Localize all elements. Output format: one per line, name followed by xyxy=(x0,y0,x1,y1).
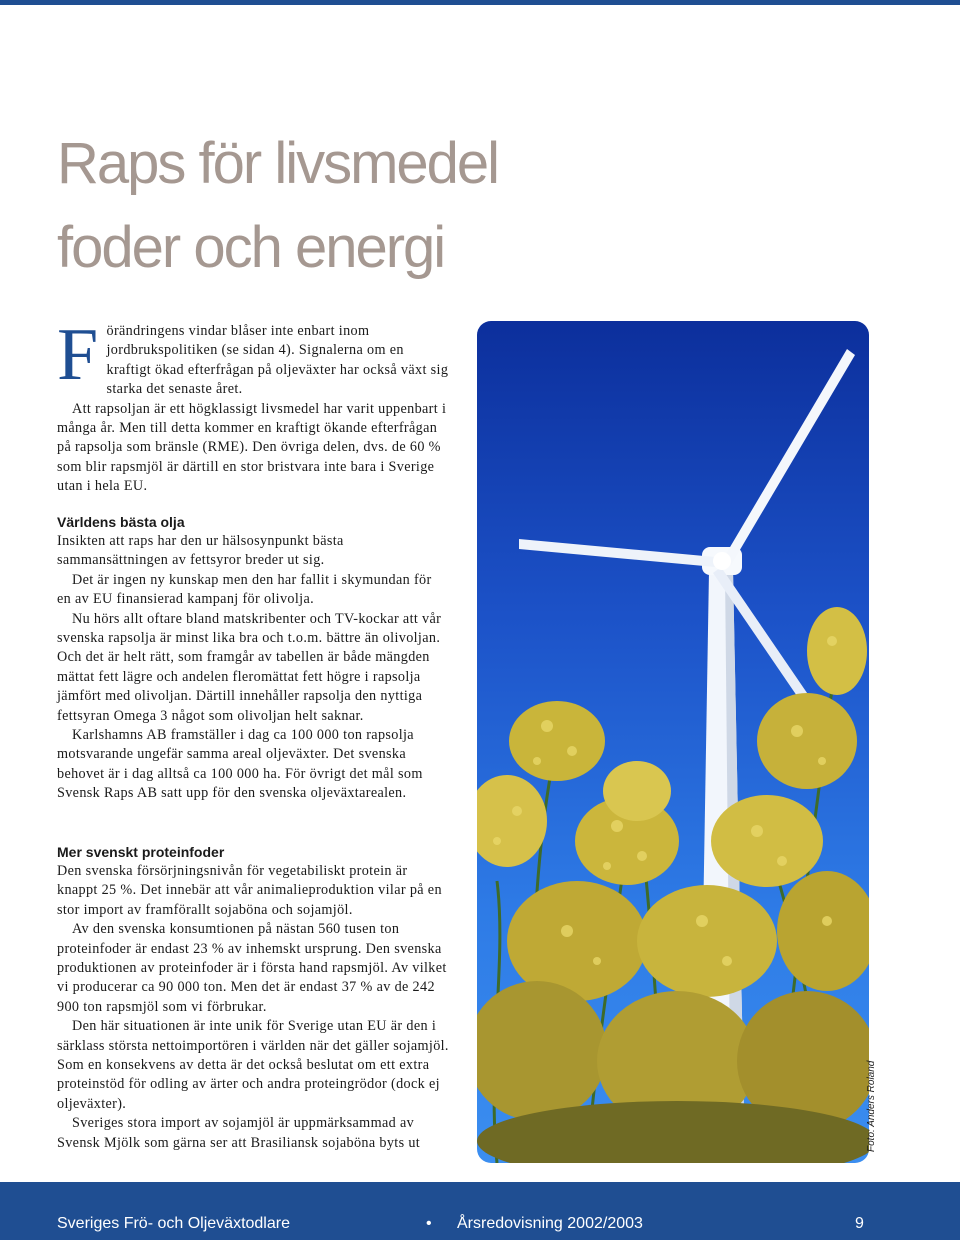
intro-paragraph-1: örändringens vindar blåser inte enbart inom jordbrukspolitiken (se sidan 4). Signalerna om en kraftigt ökad efterfrågan på oljeväxter har också växt sig starka det senaste året. xyxy=(106,323,449,398)
section-best-oil-paragraph-2: Det är ingen ny kunskap men den har fallit i skymundan för en av EU finansierad kampanj för olivolja. xyxy=(57,571,432,608)
section-best-oil-paragraph-3: Nu hörs allt oftare bland matskribenter och TV-kockar att vår svenska rapsolja är minst lika bra och t.o.m. bättre än olivoljan. Och det är helt rätt, som framgår av tabellen är både mängden mättat fett lägre och andelen fleromättat fett högre i rapsolja jämfört med olivoljan. Därtill innehåller rapsolja den nyttiga fettsyran Omega 3 något som olivoljan helt saknar. xyxy=(57,610,442,724)
section-protein-feed-paragraph-4: Sveriges stora import av sojamjöl är uppmärksammad av Svensk Mjölk som gärna ser att Brasiliansk sojaböna byts ut xyxy=(57,1115,421,1151)
section-protein-feed-heading: Mer svenskt proteinfoder xyxy=(57,844,225,860)
turbine-blade-left xyxy=(519,539,715,567)
page-number: 9 xyxy=(855,1215,864,1232)
page-footer xyxy=(0,1182,960,1240)
section-protein-feed xyxy=(57,842,449,1153)
section-best-oil-paragraph-4: Karlshamns AB framställer i dag ca 100 000 ton rapsolja motsvarande ungefär samma areal oljeväxter. Det svenska behovet är i dag alltså ca 100 000 ha. För övrigt det mål som Svensk Raps AB satt upp för den svenska oljeväxtarealen. xyxy=(57,727,423,802)
photo-credit: Foto: Anders Roland xyxy=(866,1060,877,1152)
rapeseed-flowers xyxy=(477,607,869,1163)
footer-organization: Sveriges Frö- och Oljeväxtodlare xyxy=(57,1215,290,1232)
top-rule xyxy=(0,0,960,5)
section-best-oil-paragraph-1: Insikten att raps har den ur hälsosynpunkt bästa sammansättningen av fettsyror breder ut sig. xyxy=(57,533,344,569)
intro-paragraph-2: Att rapsoljan är ett högklassigt livsmedel har varit uppenbart i många år. Men till detta kommer en kraftigt ökande efterfrågan på rapsolja som bränsle (RME). Den övriga delen, dvs. de 60 % som blir rapsmjöl är därtill en stor bristvara inte bara i Sverige utan i hela EU. xyxy=(57,400,447,495)
page-title-line-1: Raps för livsmedel xyxy=(57,131,499,196)
drop-cap: F xyxy=(57,314,99,396)
footer-report-title: Årsredovisning 2002/2003 xyxy=(457,1215,643,1232)
photo-illustration xyxy=(477,321,869,1163)
footer-separator: • xyxy=(426,1215,432,1232)
section-protein-feed-paragraph-3: Den här situationen är inte unik för Sverige utan EU är den i särklass största nettoimportören i världen när det gäller sojamjöl. Som en konsekvens av detta är det också beslutat om ett extra proteinstöd för odling av ärter och andra proteingrödor (dock ej oljeväxter). xyxy=(57,1018,449,1112)
section-protein-feed-paragraph-1: Den svenska försörjningsnivån för vegetabiliskt protein är knappt 25 %. Det innebär att vår animalieproduktion vilar på en stor import av framförallt sojaböna och sojamjöl. xyxy=(57,863,442,918)
wind-turbine-rapeseed-photo xyxy=(477,321,869,1163)
turbine-hub xyxy=(713,552,731,570)
section-protein-feed-paragraph-2: Av den svenska konsumtionen på nästan 560 tusen ton proteinfoder är endast 23 % av inhemskt ursprung. Den svenska produktionen av proteinfoder är i första hand rapsmjöl. Av vilket vi producerar ca 90 000 ton. Men det är endast 37 % av de 242 900 ton rapsmjöl som vi förbrukar. xyxy=(57,921,447,1015)
page-title xyxy=(57,122,498,290)
turbine-blade-upper xyxy=(723,349,855,565)
page-title-line-2: foder och energi xyxy=(57,215,445,280)
section-best-oil-heading: Världens bästa olja xyxy=(57,514,185,530)
intro-text xyxy=(57,314,449,497)
section-best-oil xyxy=(57,512,449,804)
